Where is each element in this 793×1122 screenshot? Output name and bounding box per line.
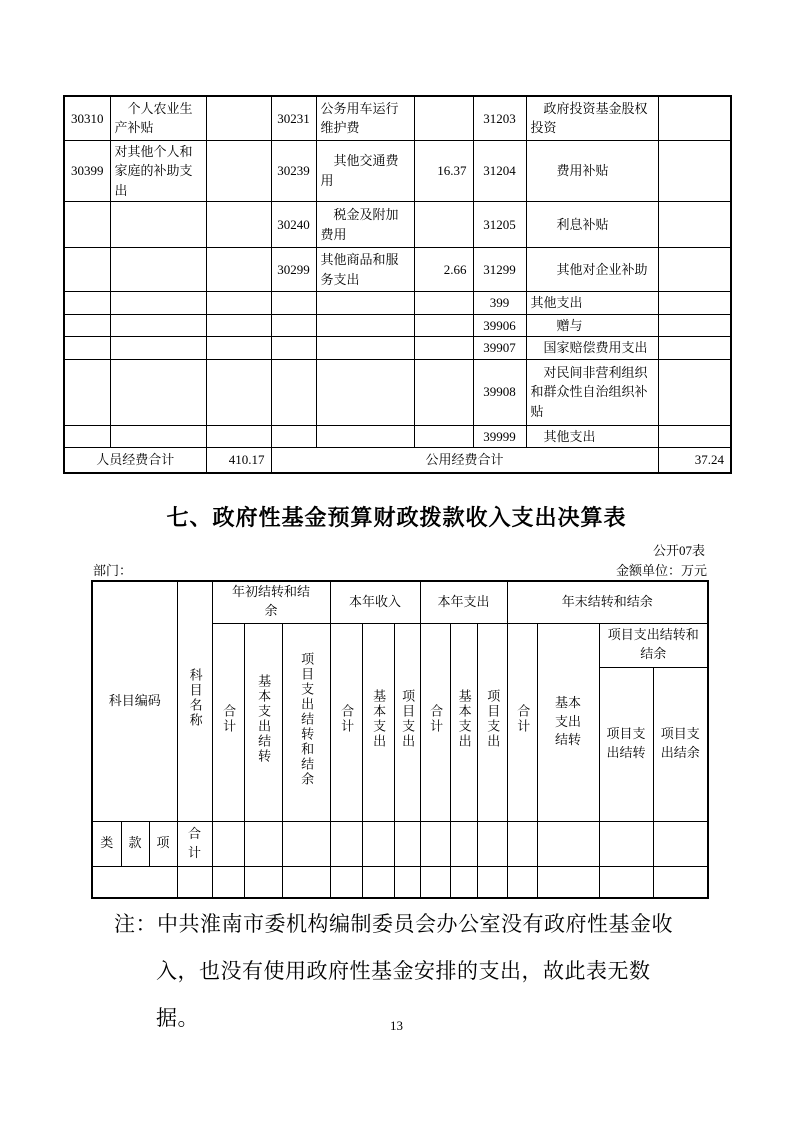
t2-g2-project: [394, 623, 420, 821]
t1-code-cell: 30299: [271, 248, 316, 292]
t1-name-cell: [110, 337, 206, 360]
t1-name-cell: [316, 425, 414, 448]
t2-empty-cell: [362, 821, 394, 866]
t1-code-cell: [271, 337, 316, 360]
t2-empty-cell: [177, 866, 212, 898]
personnel-funds-total-label: 人员经费合计: [64, 448, 206, 474]
col-label: 合计: [428, 704, 444, 735]
t2-empty-cell: [537, 821, 599, 866]
t2-empty-cell: [330, 821, 362, 866]
t1-num-cell: [658, 292, 731, 315]
col-label: 基本支出结转: [256, 674, 272, 765]
t1-name-cell: [316, 337, 414, 360]
t1-num-cell: [414, 292, 473, 315]
t1-code-cell: 39999: [473, 425, 526, 448]
t2-empty-cell: [212, 866, 244, 898]
t1-name-cell: [110, 202, 206, 248]
t2-empty-cell: [477, 866, 507, 898]
t1-code-cell: [64, 292, 110, 315]
t2-empty-cell: [92, 866, 177, 898]
t1-code-cell: [271, 314, 316, 337]
t2-empty-cell: [282, 866, 330, 898]
t1-name-cell: 政府投资基金股权投资: [526, 96, 658, 140]
t2-empty-cell: [282, 821, 330, 866]
t1-num-cell: [658, 337, 731, 360]
t2-g1-basic-carryover: [244, 623, 282, 821]
total-label: 合计: [187, 825, 201, 860]
col-label: 项目支出: [400, 689, 416, 750]
t1-num-cell: [658, 425, 731, 448]
t1-name-cell: 税金及附加费用: [316, 202, 414, 248]
t2-empty-cell: [212, 821, 244, 866]
t2-blank-row: [92, 866, 708, 898]
t1-row: [64, 248, 731, 292]
t1-code-cell: 39907: [473, 337, 526, 360]
t2-header-group-current-expenditure: 本年支出: [420, 581, 507, 623]
subject-name-label: 科目名称: [187, 668, 203, 729]
t2-empty-cell: [599, 866, 653, 898]
t1-name-cell: 利息补贴: [526, 202, 658, 248]
t1-code-cell: [64, 248, 110, 292]
col-label: 基本支出: [456, 689, 472, 750]
t1-name-cell: [316, 292, 414, 315]
t1-row: [64, 425, 731, 448]
t1-num-cell: [206, 140, 271, 202]
t1-code-cell: [271, 359, 316, 425]
t1-num-cell: [206, 314, 271, 337]
t1-code-cell: 31299: [473, 248, 526, 292]
t2-empty-cell: [477, 821, 507, 866]
t1-code-cell: 30399: [64, 140, 110, 202]
t2-empty-cell: [362, 866, 394, 898]
t1-name-cell: [110, 314, 206, 337]
t2-g1-total: [212, 623, 244, 821]
t1-name-cell: 对民间非营利组织和群众性自治组织补贴: [526, 359, 658, 425]
t1-num-cell: [414, 359, 473, 425]
t1-num-cell: [206, 425, 271, 448]
t2-g4-total: [507, 623, 537, 821]
t1-code-cell: [64, 425, 110, 448]
col-label: 合计: [515, 704, 531, 735]
col-section-cell: 款: [121, 821, 149, 866]
section-title: 七、政府性基金预算财政拨款收入支出决算表: [166, 505, 627, 530]
t1-row: [64, 202, 731, 248]
t1-name-cell: [110, 425, 206, 448]
t1-name-cell: 其他支出: [526, 425, 658, 448]
t1-name-cell: 费用补贴: [526, 140, 658, 202]
personnel-funds-total-value: 410.17: [206, 448, 271, 474]
col-label: 项目支出: [485, 689, 501, 750]
t2-g4-project-carryover: 项目支出结转: [599, 667, 653, 821]
t1-row: [64, 140, 731, 202]
t1-row: [64, 337, 731, 360]
t1-name-cell: 赠与: [526, 314, 658, 337]
t1-num-cell: [658, 140, 731, 202]
t2-empty-cell: [450, 866, 477, 898]
t2-header-groups-row: [92, 581, 708, 623]
t1-code-cell: [64, 314, 110, 337]
t2-total-row: [92, 821, 708, 866]
table-meta-row: [93, 560, 707, 579]
t1-code-cell: [271, 425, 316, 448]
t1-num-cell: [206, 337, 271, 360]
row-total-label: [177, 821, 212, 866]
t2-header-subject-name: [177, 581, 212, 821]
col-label: 基本支出结转: [555, 694, 582, 748]
t2-g3-project: [477, 623, 507, 821]
t1-code-cell: 39906: [473, 314, 526, 337]
t2-header-subject-code: 科目编码: [92, 581, 177, 821]
t1-num-cell: [658, 248, 731, 292]
t1-row: [64, 96, 731, 140]
t1-name-cell: [316, 314, 414, 337]
t1-num-cell: [658, 359, 731, 425]
t1-name-cell: 其他支出: [526, 292, 658, 315]
t2-empty-cell: [507, 866, 537, 898]
col-label: 合计: [339, 704, 355, 735]
t1-code-cell: 399: [473, 292, 526, 315]
t1-row: [64, 292, 731, 315]
public-funds-total-label: 公用经费合计: [271, 448, 658, 474]
t1-num-cell: [658, 96, 731, 140]
t2-empty-cell: [653, 821, 708, 866]
t1-num-cell: [414, 96, 473, 140]
t1-name-cell: 对其他个人和家庭的补助支出: [110, 140, 206, 202]
t1-num-cell: 16.37: [414, 140, 473, 202]
t1-num-cell: [206, 96, 271, 140]
t2-g4-project-surplus: 项目支出结余: [653, 667, 708, 821]
t1-code-cell: 31203: [473, 96, 526, 140]
t1-name-cell: [110, 292, 206, 315]
t2-g4-basic-carryover: [537, 623, 599, 821]
t2-empty-cell: [537, 866, 599, 898]
t1-name-cell: [316, 359, 414, 425]
t1-num-cell: 2.66: [414, 248, 473, 292]
t1-code-cell: 30240: [271, 202, 316, 248]
group-label: 年初结转和结余: [231, 584, 310, 619]
t2-empty-cell: [507, 821, 537, 866]
table-note: 注：中共淮南市委机构编制委员会办公室没有政府性基金收入，也没有使用政府性基金安排的支出，故此表无数据。: [114, 912, 673, 1030]
t2-g2-total: [330, 623, 362, 821]
t2-empty-cell: [394, 866, 420, 898]
col-label: 基本支出: [371, 689, 387, 750]
t1-num-cell: [414, 425, 473, 448]
unit-label: 金额单位：万元: [615, 563, 707, 578]
t1-code-cell: 39908: [473, 359, 526, 425]
t2-g1-project-carryover: [282, 623, 330, 821]
t2-empty-cell: [420, 866, 450, 898]
t1-name-cell: 个人农业生产补贴: [110, 96, 206, 140]
t1-code-cell: [64, 337, 110, 360]
col-label: 项目支出结转和结余: [299, 651, 315, 787]
t2-g3-basic: [450, 623, 477, 821]
t2-g3-total: [420, 623, 450, 821]
table-code-label: 公开07表: [652, 543, 705, 558]
t1-row: [64, 314, 731, 337]
t2-g4-project-subgroup: 项目支出结转和结余: [599, 623, 708, 667]
t1-num-cell: [414, 314, 473, 337]
public-funds-total-value: 37.24: [658, 448, 731, 474]
t1-num-cell: [658, 314, 731, 337]
t1-num-cell: [206, 359, 271, 425]
t1-num-cell: [414, 202, 473, 248]
t2-empty-cell: [599, 821, 653, 866]
t1-code-cell: 31204: [473, 140, 526, 202]
t1-num-cell: [206, 248, 271, 292]
t1-num-cell: [206, 202, 271, 248]
t2-g2-basic: [362, 623, 394, 821]
expenditure-economic-classification-table: [63, 95, 732, 474]
t1-num-cell: [206, 292, 271, 315]
t2-empty-cell: [450, 821, 477, 866]
t1-code-cell: 31205: [473, 202, 526, 248]
government-fund-table: [91, 580, 709, 899]
department-label: 部门：: [93, 563, 133, 578]
t1-totals-row: [64, 448, 731, 474]
t1-code-cell: 30239: [271, 140, 316, 202]
t1-row: [64, 359, 731, 425]
col-class-cell: 类: [92, 821, 121, 866]
t1-name-cell: [110, 248, 206, 292]
t1-num-cell: [414, 337, 473, 360]
t2-empty-cell: [394, 821, 420, 866]
t1-num-cell: [658, 202, 731, 248]
t1-name-cell: 国家赔偿费用支出: [526, 337, 658, 360]
col-item-cell: 项: [149, 821, 177, 866]
t1-name-cell: 其他商品和服务支出: [316, 248, 414, 292]
t2-empty-cell: [330, 866, 362, 898]
t1-code-cell: [271, 292, 316, 315]
t1-name-cell: 其他对企业补助: [526, 248, 658, 292]
t1-name-cell: 其他交通费用: [316, 140, 414, 202]
page-number: 13: [390, 1018, 403, 1033]
t2-header-group-yearend-balance: 年末结转和结余: [507, 581, 708, 623]
t1-code-cell: 30231: [271, 96, 316, 140]
t2-header-group-opening-balance: [212, 581, 330, 623]
t2-header-group-current-income: 本年收入: [330, 581, 420, 623]
t1-name-cell: [110, 359, 206, 425]
t1-code-cell: [64, 359, 110, 425]
t1-code-cell: [64, 202, 110, 248]
t2-empty-cell: [244, 821, 282, 866]
col-label: 合计: [221, 704, 237, 735]
t2-empty-cell: [244, 866, 282, 898]
t2-empty-cell: [420, 821, 450, 866]
t1-code-cell: 30310: [64, 96, 110, 140]
t1-name-cell: 公务用车运行维护费: [316, 96, 414, 140]
